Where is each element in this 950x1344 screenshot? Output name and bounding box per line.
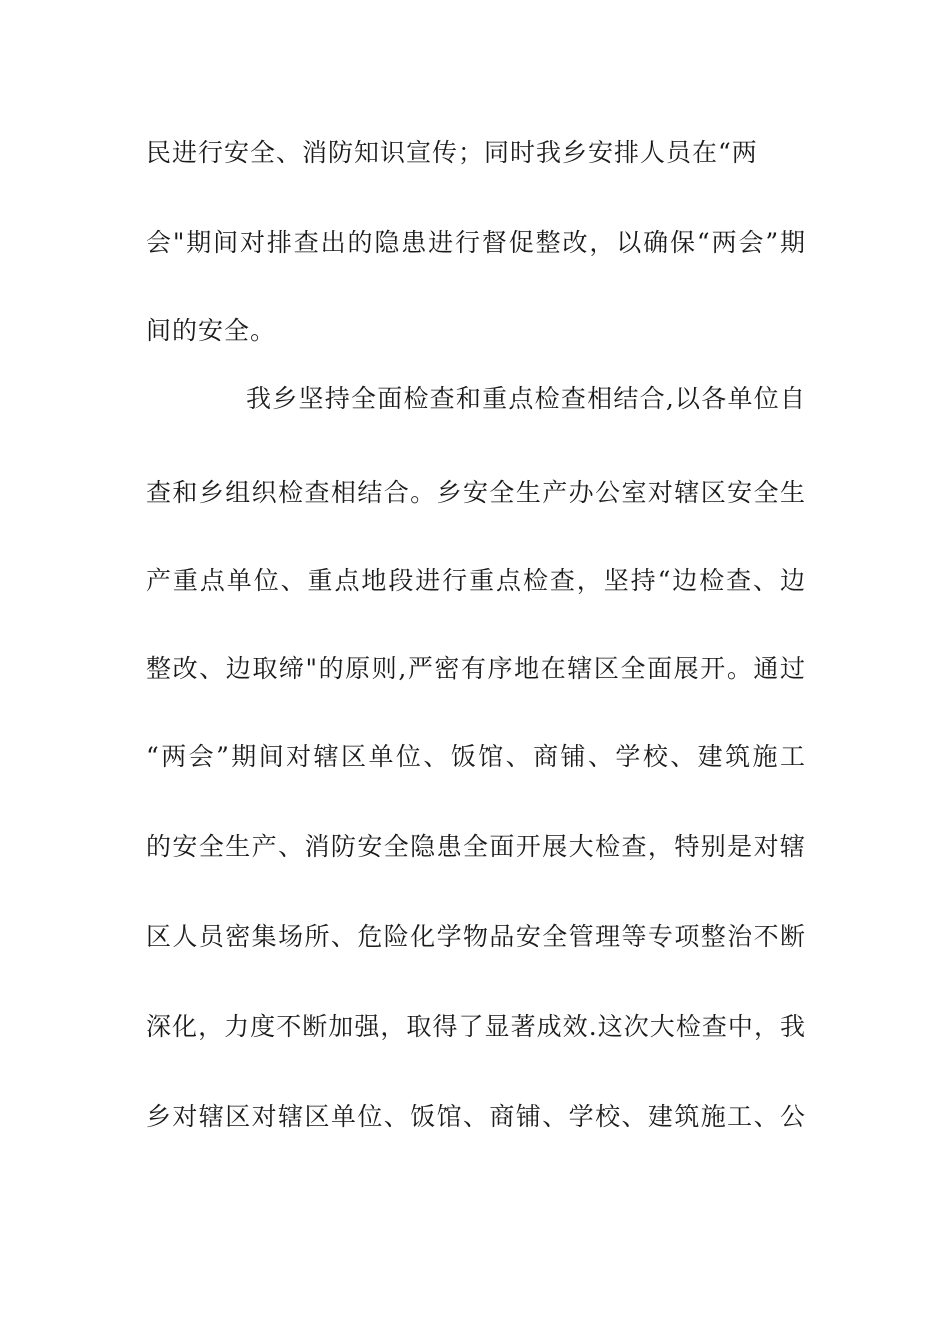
text-line: 乡对辖区对辖区单位、饭馆、商铺、学校、建筑施工、公 bbox=[146, 1102, 806, 1131]
text-line: 深化，力度不断加强，取得了显著成效.这次大检查中，我 bbox=[146, 1012, 806, 1041]
text-line: 会"期间对排查出的隐患进行督促整改，以确保“两会”期 bbox=[146, 228, 806, 257]
paragraph-first-line: 我乡坚持全面检查和重点检查相结合,以各单位自 bbox=[246, 384, 806, 413]
text-line: “两会”期间对辖区单位、饭馆、商铺、学校、建筑施工 bbox=[146, 742, 806, 771]
text-line: 的安全生产、消防安全隐患全面开展大检查，特别是对辖 bbox=[146, 832, 806, 861]
text-line: 产重点单位、重点地段进行重点检查，坚持“边检查、边 bbox=[146, 566, 806, 595]
text-line: 间的安全。 bbox=[146, 316, 277, 345]
text-line: 查和乡组织检查相结合。乡安全生产办公室对辖区安全生 bbox=[146, 478, 806, 507]
text-line: 整改、边取缔"的原则,严密有序地在辖区全面展开。通过 bbox=[146, 654, 806, 683]
text-line: 区人员密集场所、危险化学物品安全管理等专项整治不断 bbox=[146, 922, 806, 951]
text-line: 民进行安全、消防知识宣传；同时我乡安排人员在“两 bbox=[146, 138, 758, 167]
